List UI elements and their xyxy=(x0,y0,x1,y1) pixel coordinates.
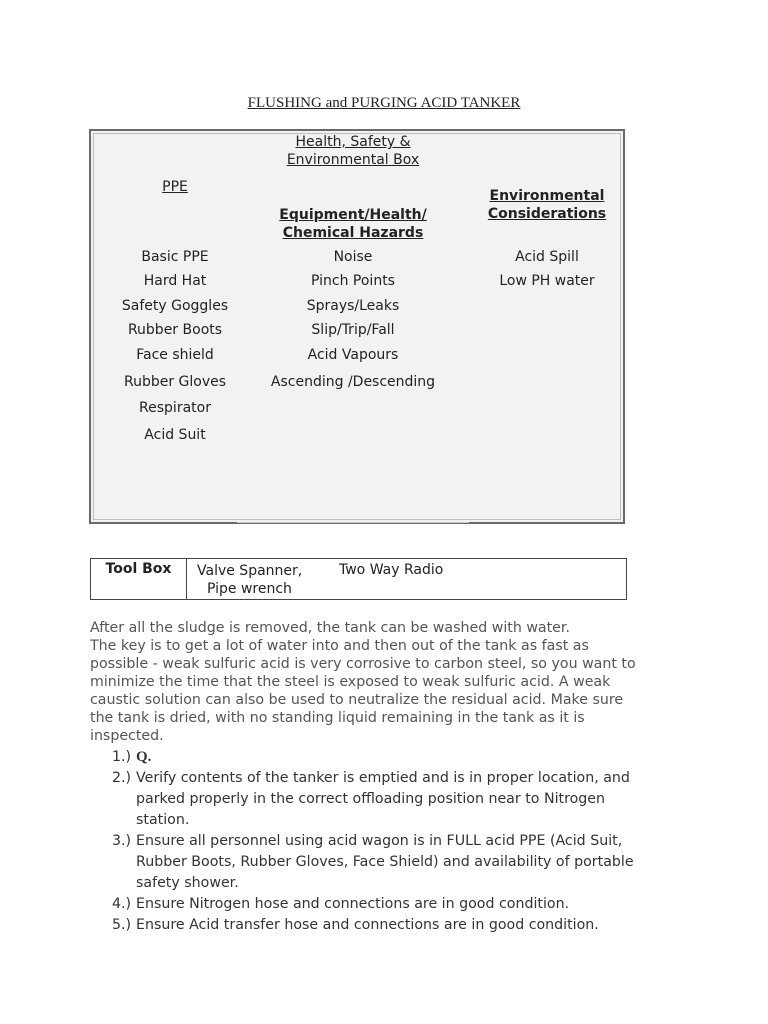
environmental-header-line2: Considerations xyxy=(487,206,607,222)
ppe-item: Basic PPE xyxy=(141,249,209,265)
toolbox-table xyxy=(90,558,627,600)
hazard-item: Noise xyxy=(333,249,373,265)
ppe-item: Face shield xyxy=(136,347,214,363)
hazards-header-line1: Equipment/Health/ xyxy=(279,207,427,223)
step-text: Ensure all personnel using acid wagon is in FULL acid PPE (Acid Suit, xyxy=(136,833,623,849)
hazards-header-line2: Chemical Hazards xyxy=(282,225,424,241)
environmental-item: Acid Spill xyxy=(515,249,579,265)
hazards-header xyxy=(259,206,447,242)
box-bottom-divider xyxy=(237,522,469,523)
toolbox-item-radio: Two Way Radio xyxy=(339,562,444,578)
ppe-item: Rubber Boots xyxy=(127,322,223,338)
paragraph-line: possible - weak sulfuric acid is very corrosive to carbon steel, so you want to xyxy=(90,656,636,672)
paragraph-line: minimize the time that the steel is exposed to weak sulfuric acid. A weak xyxy=(90,674,611,690)
step-item xyxy=(112,831,672,894)
toolbox-label: Tool Box xyxy=(105,561,172,577)
step-text: safety shower. xyxy=(136,875,239,891)
step-text: Ensure Acid transfer hose and connections are in good condition. xyxy=(136,917,599,933)
ppe-item: Safety Goggles xyxy=(121,298,229,314)
paragraph-line: the tank is dried, with no standing liquid remaining in the tank as it is xyxy=(90,710,585,726)
step-item xyxy=(112,894,672,915)
paragraph-line: inspected. xyxy=(90,728,164,744)
hse-header-line1: Health, Safety & xyxy=(295,134,411,150)
step-text: Q. xyxy=(136,749,152,765)
step-number: 1.) xyxy=(112,749,132,765)
paragraph-line: After all the sludge is removed, the tank can be washed with water. xyxy=(90,620,570,636)
step-text: station. xyxy=(136,812,190,828)
environmental-item: Low PH water xyxy=(499,273,595,289)
step-number: 4.) xyxy=(112,896,132,912)
step-text: parked properly in the correct offloading position near to Nitrogen xyxy=(136,791,606,807)
step-number: 5.) xyxy=(112,917,132,933)
hse-header-line2: Environmental Box xyxy=(286,152,420,168)
hazard-item: Ascending /Descending xyxy=(270,374,436,390)
document-title: FLUSHING and PURGING ACID TANKER xyxy=(247,95,521,111)
ppe-item: Respirator xyxy=(139,400,211,416)
step-number: 3.) xyxy=(112,833,132,849)
toolbox-item-line1: Valve Spanner, xyxy=(197,563,303,579)
paragraph-line: The key is to get a lot of water into and then out of the tank as fast as xyxy=(90,638,589,654)
paragraph-line: caustic solution can also be used to neutralize the residual acid. Make sure xyxy=(90,692,624,708)
hazard-item: Acid Vapours xyxy=(307,347,399,363)
step-text: Verify contents of the tanker is emptied and is in proper location, and xyxy=(136,770,630,786)
hse-header xyxy=(259,133,447,169)
step-item xyxy=(112,768,672,831)
ppe-header: PPE xyxy=(162,179,188,195)
toolbox-item-line2: Pipe wrench xyxy=(207,581,292,597)
hse-box xyxy=(89,129,625,524)
step-number: 2.) xyxy=(112,770,132,786)
hazard-item: Sprays/Leaks xyxy=(306,298,400,314)
steps-list xyxy=(112,747,672,936)
ppe-item: Acid Suit xyxy=(144,427,206,443)
intro-paragraph xyxy=(90,619,690,745)
step-text: Rubber Boots, Rubber Gloves, Face Shield) and availability of portable xyxy=(136,854,634,870)
toolbox-label-cell xyxy=(91,559,187,599)
hazard-item: Slip/Trip/Fall xyxy=(311,322,395,338)
step-text: Ensure Nitrogen hose and connections are in good condition. xyxy=(136,896,570,912)
environmental-header xyxy=(461,187,633,223)
environmental-header-line1: Environmental xyxy=(489,188,605,204)
ppe-item: Hard Hat xyxy=(143,273,207,289)
ppe-item: Rubber Gloves xyxy=(123,374,227,390)
hazard-item: Pinch Points xyxy=(311,273,395,289)
step-item xyxy=(112,915,672,936)
toolbox-item-spanner xyxy=(197,562,302,598)
step-item xyxy=(112,747,672,768)
